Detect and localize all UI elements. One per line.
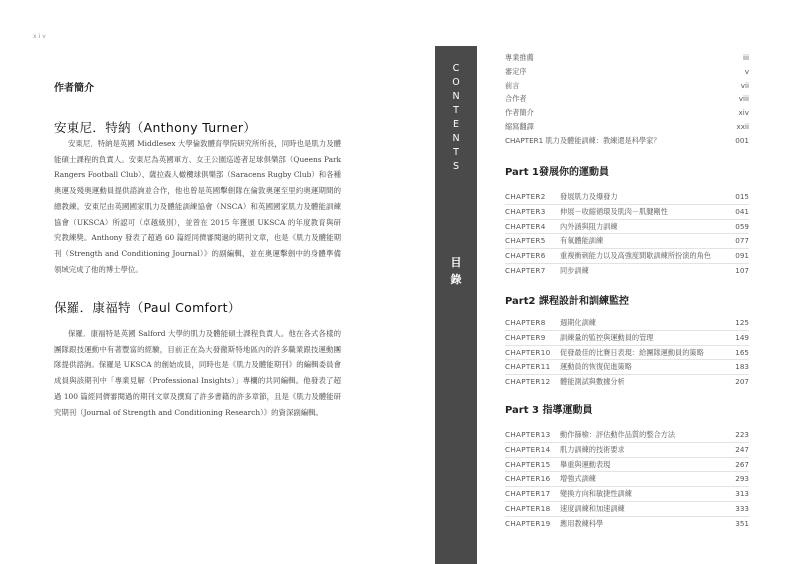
chapter-row[interactable]: [505, 248, 749, 263]
contents-letter: E: [452, 119, 459, 130]
chapter-page: 149: [735, 332, 749, 342]
part-1-chapter-list: [505, 190, 749, 278]
chapter-title: 內外涵與阻力訓練: [560, 221, 618, 231]
chapter-title: 變換方向和敏捷性訓練: [560, 489, 632, 499]
chapter-row[interactable]: [505, 233, 749, 248]
chapter-number: CHAPTER10: [505, 347, 551, 357]
author-name-2: 保羅．康福特（Paul Comfort）: [54, 300, 241, 315]
chapter-title: 舉重與運動表現: [560, 459, 611, 469]
chapter-title: 運動員的恢復促進策略: [560, 362, 632, 372]
chapter-page: 183: [735, 362, 749, 372]
chapter-number: CHAPTER16: [505, 474, 551, 484]
chapter-title: 增強式訓練: [560, 474, 596, 484]
toc-entry-page: vii: [740, 80, 749, 90]
contents-letter: N: [452, 133, 460, 144]
chapter-number: CHAPTER18: [505, 503, 551, 513]
toc-entry[interactable]: [505, 106, 749, 120]
chapter-row[interactable]: [505, 263, 749, 278]
chapter-row[interactable]: [505, 442, 749, 457]
contents-vertical-label: [435, 62, 477, 174]
chapter-page: 267: [735, 459, 749, 469]
toc-entry[interactable]: [505, 120, 749, 134]
chapter-title: 應用教練科學: [560, 518, 604, 528]
chapter-row[interactable]: [505, 428, 749, 442]
chapter-page: 293: [735, 474, 749, 484]
chapter-title: 促發最佳的比賽日表現：給團隊運動員的策略: [560, 347, 704, 357]
chapter-title: 肌力訓練的技術要求: [560, 444, 625, 454]
chapter-row[interactable]: [505, 330, 749, 345]
part-title-3: Part 3 指導運動員: [505, 405, 593, 416]
part-title-2: Part2 課程設計和訓練監控: [505, 296, 629, 307]
chapter-row[interactable]: [505, 486, 749, 501]
chapter-title: 發展肌力及爆發力: [560, 192, 618, 201]
part-3-chapter-list: [505, 428, 749, 531]
chapter-number: CHAPTER2: [505, 192, 546, 201]
chapter-page: 165: [735, 347, 749, 357]
chapter-row[interactable]: [505, 471, 749, 486]
toc-front-matter: [505, 51, 749, 148]
chapter-page: 125: [735, 318, 749, 327]
toc-entry[interactable]: [505, 51, 749, 65]
toc-entry-page: iii: [743, 53, 749, 62]
toc-entry-page: v: [744, 66, 749, 76]
chapter-title: 伸展－收縮循環及肌肉－肌腱剛性: [560, 206, 668, 216]
toc-entry-title: 審定序: [505, 66, 527, 76]
part-2-chapter-list: [505, 316, 749, 389]
chapter-number: CHAPTER9: [505, 332, 546, 342]
chapter-page: 041: [735, 206, 749, 216]
chapter-row[interactable]: [505, 516, 749, 531]
toc-entry[interactable]: [505, 92, 749, 106]
chapter-number: CHAPTER3: [505, 206, 546, 216]
contents-letter: N: [452, 91, 460, 102]
chapter-number: CHAPTER15: [505, 459, 551, 469]
chapter-number: CHAPTER12: [505, 377, 551, 387]
chapter-title: 速度訓練和加速訓練: [560, 503, 625, 513]
chapter-title: 體能測試與數據分析: [560, 377, 625, 387]
toc-entry-title: 專業推薦: [505, 53, 534, 62]
chapter-number: CHAPTER8: [505, 318, 546, 327]
chapter-number: CHAPTER11: [505, 362, 551, 372]
contents-letter: O: [452, 77, 460, 88]
toc-entry-title: 縮寫翻譯: [505, 121, 534, 131]
chapter-title: 動作篩檢：評估動作品質的整合方法: [560, 430, 676, 439]
part-title-1: Part 1發展你的運動員: [505, 167, 609, 178]
chapter-number: CHAPTER19: [505, 518, 551, 528]
chapter-row[interactable]: [505, 190, 749, 204]
toc-entry[interactable]: [505, 79, 749, 93]
chapter-page: 333: [735, 503, 749, 513]
contents-chinese-char: 目: [450, 256, 462, 269]
contents-letter: T: [453, 147, 459, 158]
chapter-page: 313: [735, 489, 749, 499]
chapter-page: 351: [735, 518, 749, 528]
chapter-title: 重複衝刺能力以及高強度間歇訓練所扮演的角色: [560, 251, 711, 261]
page-number: xiv: [33, 33, 48, 40]
section-heading: 作者簡介: [54, 83, 94, 94]
chapter-page: 091: [735, 251, 749, 261]
toc-entry-page: viii: [738, 94, 749, 104]
chapter-title: 訓練量的監控與運動員的管理: [560, 332, 654, 342]
chapter-number: CHAPTER6: [505, 251, 546, 261]
chapter-page: 207: [735, 377, 749, 387]
chapter-title: 週期化訓練: [560, 318, 596, 327]
chapter-number: CHAPTER17: [505, 489, 551, 499]
chapter-row[interactable]: [505, 219, 749, 234]
toc-entry-page: xiv: [738, 108, 749, 118]
author-bio-2: 保羅．康福特是英國 Salford 大學的肌力及體能碩士課程負責人。他在各式各樣的團隊跟技運動中有著豐富的經驗，目前正在為大發徹斯特地區內的許多職業跟技運動團隊提供諮詢。保羅是 UKSCA 的創始成員，同時也是《肌力及體能期刊》的編輯委員會成員與該期刊中「專業見解（Professional Insights）」專欄的共同編輯。他發表了超過 100 篇經同儕審閱過的期刊文章及撰寫了許多書籍的許多章節，且是《肌力及體能研究期刊（Journal of Strength and Conditioning Research）》的資深副編輯。: [54, 329, 341, 417]
chapter-row[interactable]: [505, 457, 749, 472]
toc-entry-page: xxii: [736, 121, 749, 131]
chapter-row[interactable]: [505, 359, 749, 374]
contents-chinese-char: 錄: [450, 273, 462, 286]
chapter-page: 077: [735, 236, 749, 246]
chapter-number: CHAPTER13: [505, 430, 551, 439]
contents-letter: S: [452, 161, 460, 172]
chapter-row[interactable]: [505, 345, 749, 360]
toc-entry-title: 合作者: [505, 94, 527, 104]
chapter-row[interactable]: [505, 374, 749, 389]
chapter-page: 015: [735, 192, 749, 201]
author-name-1: 安東尼．特納（Anthony Turner）: [54, 120, 257, 135]
author-bio-1: 安東尼．特納是英國 Middlesex 大學倫敦體育學院研究所所長，同時也是肌力及體能碩士課程的負責人。安東尼為英國軍方、女王公園巡遊者足球俱樂部（Queens Park Rangers Football Club）、薩拉森人橄欖球俱樂部（Saracens Rugby Club）和各種奧運及殘奧運動員提供諮詢並合作，他也曾是英國擊劍隊在倫敦奧運至里約奧運期間的總教練。安東尼由英國國家肌力及體能訓練協會（NSCA）和英國國家肌力及體能訓練協會（UKSCA）所認可（卓越級別），並曾在 2015 年獲頒 UKSCA 的年度教育與研究教練獎。Anthony 發表了超過 60 篇經同儕審閱過的期刊文章，也是《肌力及體能期刊（Strength and Conditioning Journal）》的副編輯，並在奧運擊劍中的身體準備領域完成了他的博士學位。: [54, 139, 341, 274]
author-bios-page: [54, 0, 344, 564]
chapter-page: 247: [735, 444, 749, 454]
contents-letter: T: [453, 105, 459, 116]
chapter-number: CHAPTER5: [505, 236, 546, 246]
contents-letter: C: [452, 63, 460, 74]
chapter-number: CHAPTER7: [505, 265, 546, 275]
chapter-number: CHAPTER14: [505, 444, 551, 454]
contents-chinese-label: [435, 254, 477, 288]
toc-entry[interactable]: [505, 65, 749, 79]
chapter-title: 同步訓練: [560, 265, 589, 275]
toc-entry-title: CHAPTER1 肌力及體能訓練：教練還是科學家？: [505, 135, 661, 145]
chapter-page: 223: [735, 430, 749, 439]
chapter-row[interactable]: [505, 204, 749, 219]
toc-entry[interactable]: [505, 134, 749, 148]
chapter-title: 有氧體能訓練: [560, 236, 604, 246]
toc-entry-title: 前言: [505, 80, 520, 90]
chapter-number: CHAPTER4: [505, 221, 546, 231]
toc-entry-page: 001: [735, 135, 749, 145]
chapter-page: 059: [735, 221, 749, 231]
chapter-page: 107: [735, 265, 749, 275]
contents-band: [435, 46, 477, 564]
chapter-row[interactable]: [505, 316, 749, 330]
toc-entry-title: 作者簡介: [505, 108, 534, 118]
chapter-row[interactable]: [505, 501, 749, 516]
